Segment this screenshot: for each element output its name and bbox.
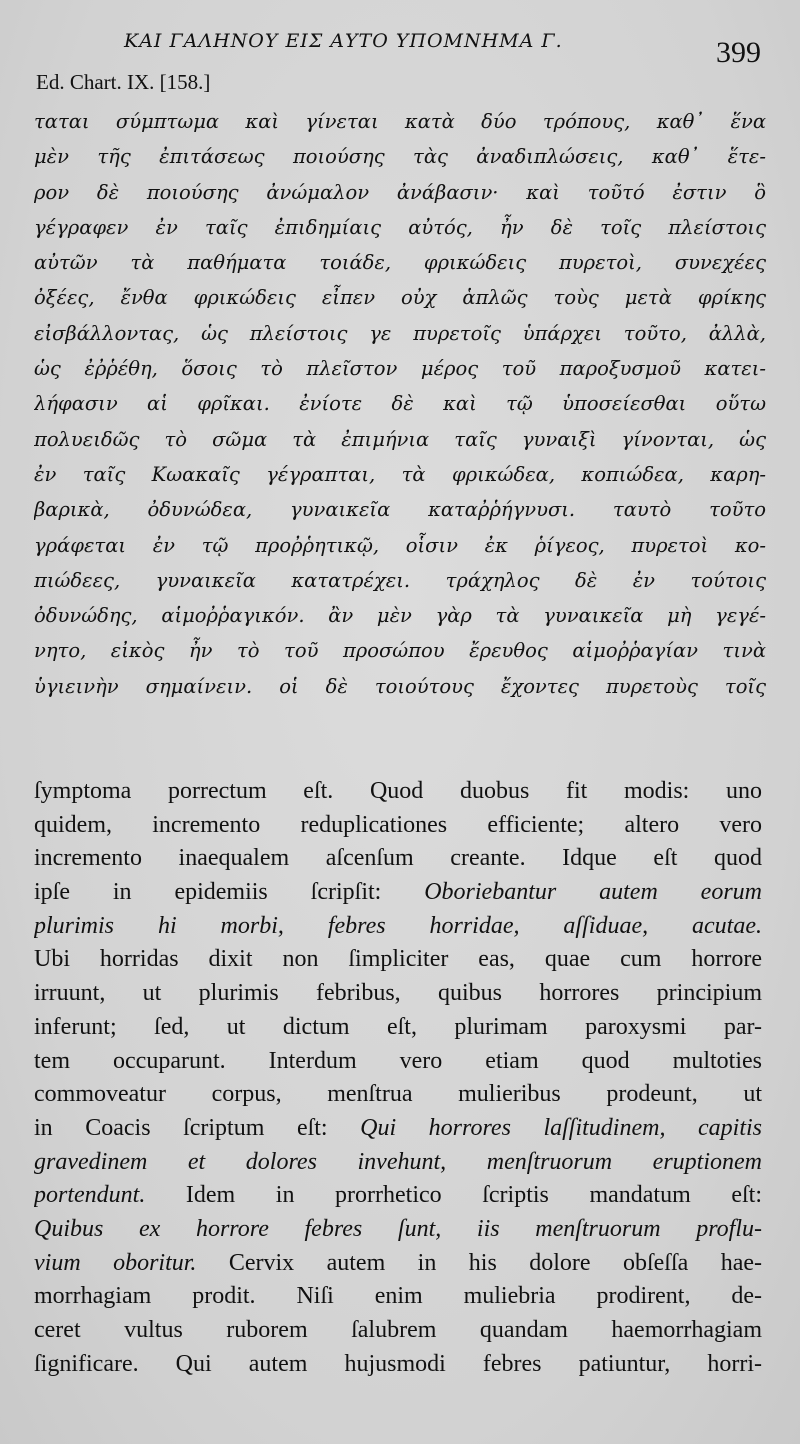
greek-line: βαρικὰ, ὀδυνώδεα, γυναικεῖα καταῤῥήγνυσι. ταυτὸ τοῦτο (34, 498, 766, 522)
greek-line: νητο, εἰκὸς ἦν τὸ τοῦ προσώπου ἔρευθος αἱμοῤῥαγίαν τινὰ (34, 639, 766, 663)
greek-line: ρον δὲ ποιούσης ἀνώμαλον ἀνάβασιν· καὶ τοῦτό ἐστιν ὃ (34, 180, 766, 204)
latin-line (34, 1213, 762, 1247)
latin-italic-segment: vium oboritur. (34, 1249, 197, 1276)
greek-line: ταται σύμπτωμα καὶ γίνεται κατὰ δύο τρόπους, καθ᾽ ἕνα (34, 110, 766, 133)
greek-line: πιώδεες, γυναικεῖα κατατρέχει. τράχηλος δὲ ἐν τούτοις (34, 568, 766, 592)
latin-segment: ſymptoma porrectum eſt. Quod duobus fit modis: uno (34, 778, 762, 804)
greek-line: ὡς ἐῤῥέθη, ὅσοις τὸ πλεῖστον μέρος τοῦ παροξυσμοῦ κατει- (34, 357, 766, 381)
latin-italic-segment: Oboriebantur autem eorum (424, 879, 762, 906)
latin-segment: tem occuparunt. Interdum vero etiam quod multoties (34, 1047, 762, 1074)
latin-italic-segment: gravedinem et dolores invehunt, menſtruorum eruptionem (34, 1148, 762, 1175)
greek-line: εἰσβάλλοντας, ὡς πλείστοις γε πυρετοῖς ὑπάρχει τοῦτο, ἀλλὰ, (34, 321, 766, 345)
latin-segment: Ubi horridas dixit non ſimpliciter eas, quae cum horrore (34, 946, 762, 973)
latin-italic-segment: Quibus ex horrore febres ſunt, iis menſtruorum proflu- (34, 1215, 762, 1242)
greek-line: αὐτῶν τὰ παθήματα τοιάδε, φρικώδεις πυρετοὶ, συνεχέες (34, 251, 766, 275)
greek-line: λήφασιν αἱ φρῖκαι. ἐνίοτε δὲ καὶ τῷ ὑποσείεσθαι οὕτω (34, 392, 766, 416)
latin-segment: incremento inaequalem aſcenſum creante. Idque eſt quod (34, 845, 762, 872)
latin-italic-segment: Qui horrores laſſitudinem, capitis (360, 1114, 762, 1141)
greek-line: ὀδυνώδης, αἱμοῤῥαγικόν. ἂν μὲν γὰρ τὰ γυναικεῖα μὴ γεγέ- (34, 604, 766, 628)
latin-segment: Cervix autem in his dolore obſeſſa hae- (196, 1249, 762, 1276)
latin-line (34, 1314, 762, 1348)
latin-line (34, 809, 762, 843)
latin-italic-segment: portendunt. (34, 1182, 146, 1209)
latin-italic-segment: plurimis hi morbi, febres horridae, aſſiduae, acutae. (34, 912, 762, 939)
latin-segment: ſignificare. Qui autem hujusmodi febres patiuntur, horri- (34, 1350, 762, 1377)
latin-line (34, 943, 762, 977)
greek-line: ὀξέες, ἔνθα φρικώδεις εἶπεν οὐχ ἁπλῶς τοὺς μετὰ φρίκης (34, 286, 766, 310)
latin-segment: in Coacis ſcriptum eſt: (34, 1114, 361, 1141)
latin-segment: ceret vultus ruborem ſalubrem quandam haemorrhagiam (34, 1317, 762, 1343)
latin-segment: morrhagiam prodit. Niſi enim muliebria prodirent, de- (34, 1283, 762, 1310)
latin-segment: irruunt, ut plurimis febribus, quibus horrores principium (34, 980, 762, 1007)
edition-reference: Ed. Chart. IX. [158.] (36, 70, 211, 94)
latin-line (34, 910, 762, 944)
latin-line (34, 1078, 762, 1112)
greek-text-block (34, 104, 766, 704)
greek-line: ὑγιεινὴν σημαίνειν. οἱ δὲ τοιούτους ἔχοντες πυρετοὺς τοῖς (34, 674, 766, 698)
latin-line (34, 842, 762, 876)
latin-line (34, 1045, 762, 1079)
latin-line (34, 977, 762, 1011)
latin-segment: inferunt; ſed, ut dictum eſt, plurimam paroxysmi par- (34, 1013, 762, 1040)
latin-segment: ipſe in epidemiis ſcripſit: (34, 879, 425, 906)
page-number: 399 (716, 36, 761, 69)
latin-segment: Idem in prorrhetico ſcriptis mandatum eſt: (145, 1182, 762, 1209)
latin-segment: commoveatur corpus, menſtrua mulieribus prodeunt, ut (34, 1081, 762, 1108)
latin-line (34, 876, 762, 910)
greek-line: ἐν ταῖς Κωακαῖς γέγραπται, τὰ φρικώδεα, κοπιώδεα, καρη- (34, 462, 766, 486)
latin-line (34, 1348, 762, 1382)
latin-line (34, 775, 762, 809)
latin-text-block (34, 775, 762, 1381)
latin-line (34, 1280, 762, 1314)
latin-line (34, 1179, 762, 1213)
latin-segment: quidem, incremento reduplicationes efficiente; altero vero (34, 811, 762, 838)
greek-line: πολυειδῶς τὸ σῶμα τὰ ἐπιμήνια ταῖς γυναιξὶ γίνονται, ὡς (34, 427, 766, 451)
latin-line (34, 1247, 762, 1281)
latin-line (34, 1011, 762, 1045)
greek-line: μὲν τῆς ἐπιτάσεως ποιούσης τὰς ἀναδιπλώσεις, καθ᾽ ἕτε- (34, 145, 766, 169)
greek-line: γράφεται ἐν τῷ προῤῥητικῷ, οἷσιν ἐκ ῥίγεος, πυρετοὶ κο- (34, 533, 766, 557)
latin-line (34, 1112, 762, 1146)
running-title: ΚΑΙ ΓΑΛΗΝΟΥ ΕΙΣ ΑΥΤΟ ΥΠΟΜΝΗΜΑ Γ. (124, 30, 563, 52)
greek-line: γέγραφεν ἐν ταῖς ἐπιδημίαις αὐτός, ἦν δὲ τοῖς πλείστοις (34, 215, 766, 239)
latin-line (34, 1146, 762, 1180)
